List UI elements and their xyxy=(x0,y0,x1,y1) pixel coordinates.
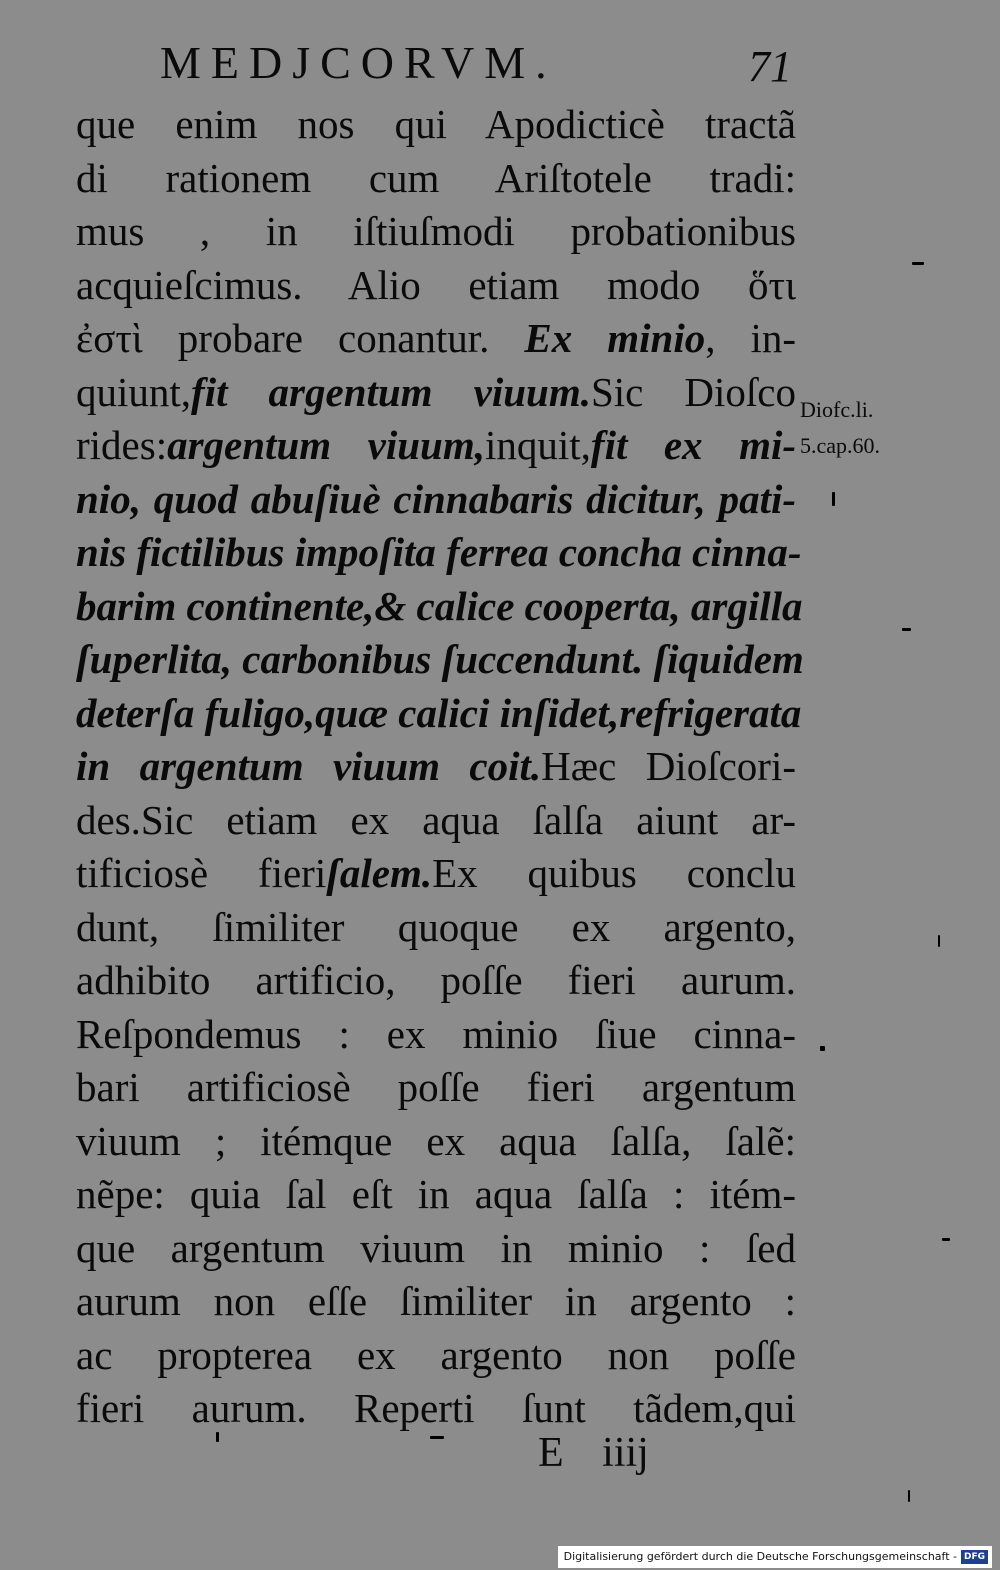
text-line xyxy=(76,366,796,420)
text-line xyxy=(76,847,796,901)
text-segment-italic: in argentum viuum coit. xyxy=(76,743,542,789)
text-segment: , in- xyxy=(705,315,796,361)
text-segment: quiunt, xyxy=(76,368,192,415)
text-line xyxy=(76,312,796,366)
text-line: aurum non eſſe ſimiliter in argento : xyxy=(76,1278,796,1324)
text-segment: ἐστὶ probare conantur. xyxy=(76,315,490,361)
text-segment: inquit, xyxy=(484,422,591,468)
text-line: ac propterea ex argento non poſſe xyxy=(76,1331,796,1378)
text-line xyxy=(76,419,796,473)
main-text-block xyxy=(76,98,804,1436)
text-line: viuum ; itémque ex aqua ſalſa, ſalẽ: xyxy=(76,1117,796,1164)
text-line: Reſpondemus : ex minio ſiue cinna- xyxy=(76,1010,796,1057)
text-segment-italic: ſalem. xyxy=(326,850,433,896)
marginal-note-line: Diofc.li. xyxy=(800,397,874,422)
text-segment-italic: Ex minio xyxy=(524,315,706,361)
text-segment: Ex quibus conclu xyxy=(432,850,796,896)
scan-speck xyxy=(902,628,911,631)
text-line: bari artificiosè poſſe fieri argentum xyxy=(76,1064,796,1110)
text-line: adhibito artificio, poſſe fieri aurum. xyxy=(76,957,796,1003)
text-line: des.Sic etiam ex aqua ſalſa aiunt ar- xyxy=(76,796,796,843)
scan-speck xyxy=(942,1238,950,1241)
text-line: nis fictilibus impoſita ferrea concha cinna- xyxy=(76,529,802,575)
scan-speck xyxy=(832,492,835,506)
text-segment: Sic Dioſco xyxy=(590,368,797,415)
text-line: que argentum viuum in minio : ſed xyxy=(76,1224,796,1271)
text-line: dunt, ſimiliter quoque ex argento, xyxy=(76,903,796,950)
text-segment-italic: fit ex mi- xyxy=(590,422,797,468)
text-line: di rationem cum Ariſtotele tradi: xyxy=(76,154,796,201)
running-title: MEDJCORVM. xyxy=(160,37,557,88)
text-line: barim continente,& calice cooperta, argilla xyxy=(76,582,803,629)
digitization-credit xyxy=(558,1546,992,1568)
scan-speck xyxy=(216,1432,219,1442)
digitization-credit-text: Digitalisierung gefördert durch die Deutsche Forschungsgemeinschaft - xyxy=(563,1550,957,1563)
scan-speck xyxy=(912,262,924,265)
text-line: mus , in iſtiuſmodi probationibus xyxy=(76,208,796,254)
text-line: acquieſcimus. Alio etiam modo ὅτι xyxy=(76,261,796,308)
text-line xyxy=(76,740,796,794)
text-segment-italic: fit argentum viuum. xyxy=(191,368,591,415)
text-segment: rides: xyxy=(76,422,168,468)
text-line: nio, quod abuſiuè cinnabaris dicitur, pati- xyxy=(76,475,796,522)
signature-mark: E iiij xyxy=(538,1430,649,1476)
text-segment-italic: argentum viuum, xyxy=(167,422,485,468)
marginal-note-line: 5.cap.60. xyxy=(800,433,881,458)
marginal-note xyxy=(800,392,940,464)
text-line: nẽpe: quia ſal eſt in aqua ſalſa : itém- xyxy=(76,1171,796,1217)
scan-speck xyxy=(938,935,940,947)
text-line: fieri aurum. Reperti ſunt tãdem,qui xyxy=(76,1385,796,1431)
text-line: que enim nos qui Apodicticè tractã xyxy=(76,101,796,147)
text-line: ſuperlita, carbonibus ſuccendunt. ſiquidem xyxy=(76,636,804,682)
text-segment: Hæc Dioſcori- xyxy=(541,743,796,789)
dfg-logo-icon: DFG xyxy=(961,1550,988,1564)
text-line: deterſa fuligo,quæ calici inſidet,refrigerata xyxy=(76,689,802,736)
scan-speck xyxy=(820,1046,825,1051)
page-number: 71 xyxy=(748,42,792,91)
text-segment: tificiosè fieri xyxy=(76,850,327,896)
scan-speck xyxy=(908,1490,910,1502)
scan-speck xyxy=(430,1436,444,1439)
